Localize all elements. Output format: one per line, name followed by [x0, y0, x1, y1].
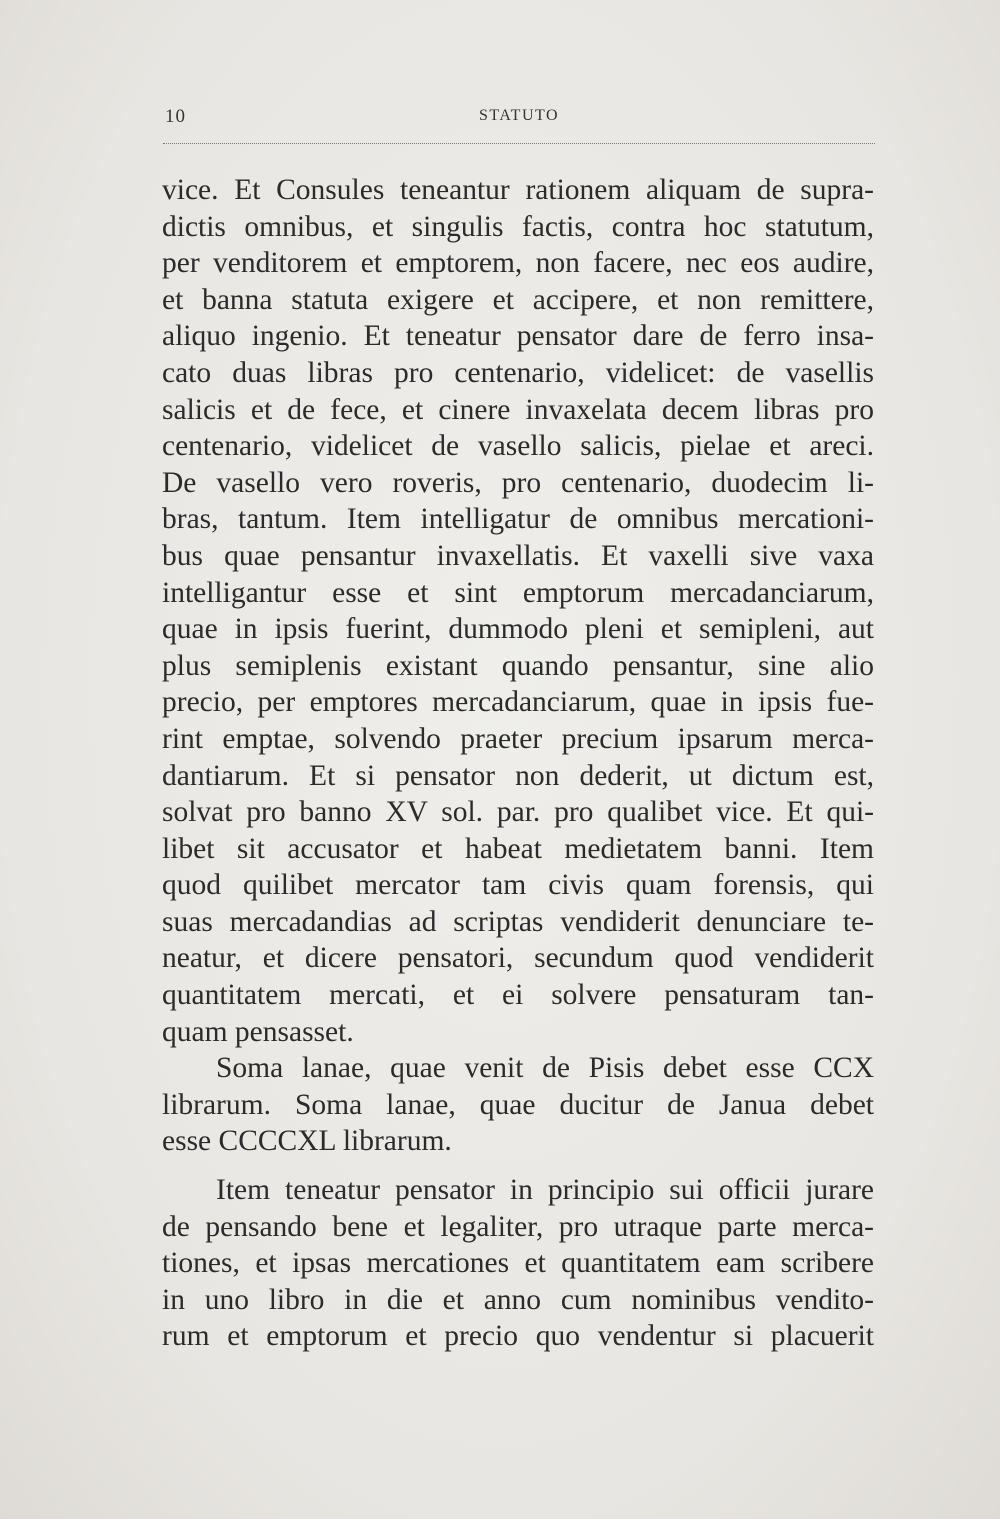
text-line: quam pensasset.	[162, 1015, 354, 1048]
text-line: De vasello vero roveris, pro centenario, duodecim li-	[162, 466, 874, 499]
text-line: salicis et de fece, et cinere invaxelata decem libras pro	[162, 393, 874, 426]
text-line: esse CCCCXL librarum.	[162, 1125, 452, 1158]
text-line: aliquo ingenio. Et teneatur pensator dare de ferro insa-	[162, 320, 874, 353]
text-line: cato duas libras pro centenario, videlicet: de vasellis	[162, 356, 874, 389]
text-line: precio, per emptores mercadanciarum, quae in ipsis fue-	[162, 686, 874, 719]
page-number: 10	[165, 106, 186, 127]
text-line: dictis omnibus, et singulis factis, contra hoc statutum,	[162, 210, 874, 243]
text-line: de pensando bene et legaliter, pro utraque parte merca-	[162, 1210, 874, 1243]
text-line: quantitatem mercati, et ei solvere pensaturam tan-	[162, 979, 874, 1012]
running-head	[163, 106, 875, 130]
dotted-divider	[163, 143, 875, 144]
text-line: tiones, et ipsas mercationes et quantitatem eam scribere	[162, 1247, 874, 1280]
text-line: solvat pro banno XV sol. par. pro qualibet vice. Et qui-	[162, 796, 874, 829]
text-line: bus quae pensantur invaxellatis. Et vaxelli sive vaxa	[162, 539, 874, 572]
text-line: per venditorem et emptorem, non facere, nec eos audire,	[162, 247, 874, 280]
text-line: et banna statuta exigere et accipere, et non remittere,	[162, 283, 874, 316]
text-line: suas mercadandias ad scriptas vendiderit denunciare te-	[162, 905, 874, 938]
text-line: quod quilibet mercator tam civis quam forensis, qui	[162, 869, 874, 902]
text-line: quae in ipsis fuerint, dummodo pleni et semipleni, aut	[162, 613, 874, 646]
paragraph	[162, 1172, 874, 1355]
running-title: STATUTO	[479, 107, 560, 124]
text-line: rint emptae, solvendo praeter precium ipsarum merca-	[162, 722, 874, 755]
text-line: bras, tantum. Item intelligatur de omnibus mercationi-	[162, 503, 874, 536]
text-line: intelligantur esse et sint emptorum mercadanciarum,	[162, 576, 874, 609]
text-line: vice. Et Consules teneantur rationem aliquam de supra-	[162, 174, 874, 206]
text-line: Soma lanae, quae venit de Pisis debet esse CCX	[216, 1052, 874, 1085]
text-line: librarum. Soma lanae, quae ducitur de Janua debet	[162, 1088, 874, 1121]
text-line: centenario, videlicet de vasello salicis, pielae et areci.	[162, 430, 874, 463]
paragraph-gap	[162, 1160, 874, 1172]
paragraph	[162, 172, 874, 1050]
text-line: in uno libro in die et anno cum nominibus vendito-	[162, 1283, 874, 1316]
body-text	[162, 172, 874, 1355]
text-line: plus semiplenis existant quando pensantur, sine alio	[162, 649, 874, 682]
text-line: dantiarum. Et si pensator non dederit, ut dictum est,	[162, 759, 874, 792]
text-line: libet sit accusator et habeat medietatem banni. Item	[162, 832, 874, 865]
text-line: Item teneatur pensator in principio sui officii jurare	[216, 1174, 874, 1207]
text-line: neatur, et dicere pensatori, secundum quod vendiderit	[162, 942, 874, 975]
text-line: rum et emptorum et precio quo vendentur si placuerit	[162, 1320, 874, 1353]
paragraph	[162, 1050, 874, 1160]
